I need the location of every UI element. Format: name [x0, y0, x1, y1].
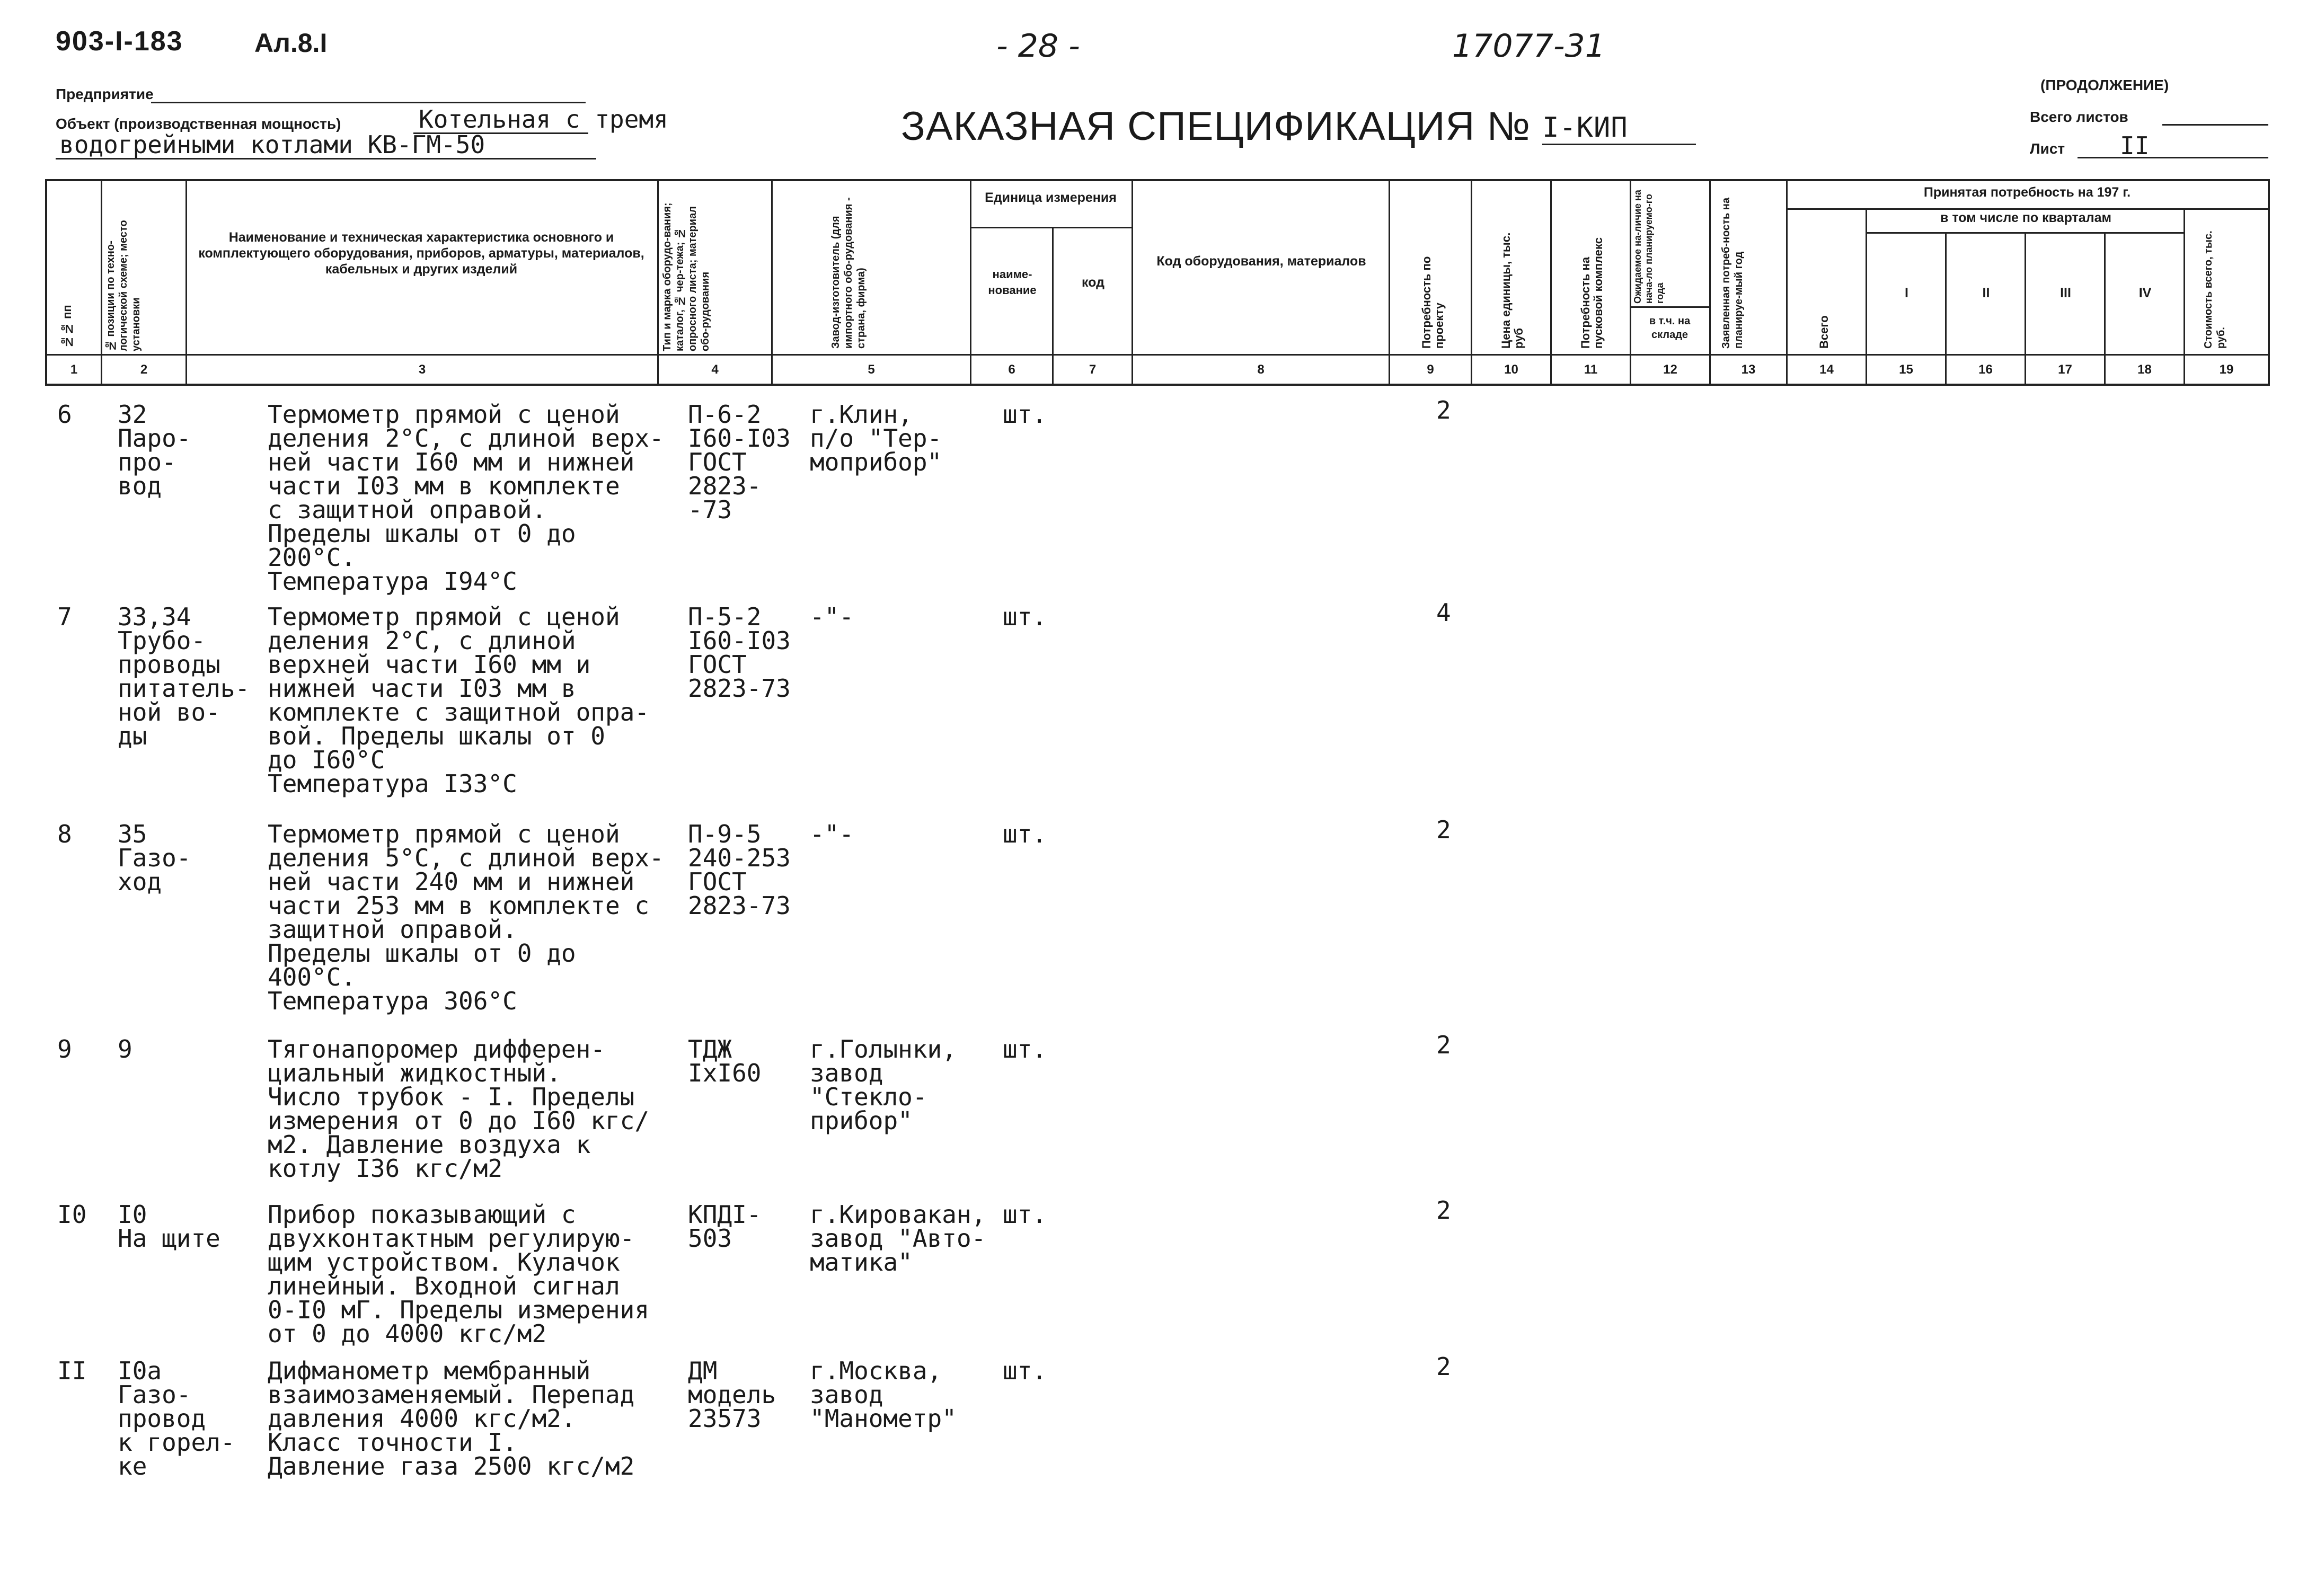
quarters-header: в том числе по кварталам	[1940, 210, 2111, 225]
spec-table-header	[45, 179, 2270, 386]
unit-group-header: Единица измерения	[985, 190, 1117, 205]
row-unit: шт.	[1003, 1200, 1047, 1229]
col-number: 13	[1741, 362, 1756, 377]
row-quantity: 2	[1436, 1031, 1451, 1059]
object-label: Объект (производственная мощность)	[56, 116, 341, 132]
row-description: Тягонапоромер дифферен- циальный жидкостный. Число трубок - I. Пределы измерения от 0 до I60 кгс/ м2. Давление воздуха к котлу I36 кгс/м2	[268, 1035, 650, 1183]
col-number: 2	[140, 362, 148, 377]
continuation-label: (ПРОДОЛЖЕНИЕ)	[2040, 77, 2169, 93]
page-title	[901, 103, 1696, 149]
archive-number: 17077-31	[1452, 28, 1605, 65]
spec-number: I-КИП	[1542, 112, 1696, 145]
col-number: 16	[1978, 362, 1993, 377]
enterprise-line	[151, 102, 586, 103]
col-number: 19	[2219, 362, 2234, 377]
row-description: Термометр прямой с ценой деления 2°С, с длиной верх- ней части I60 мм и нижней части I03 мм в комплекте с защитной оправой. Пределы шкалы от 0 до 200°С. Температура I94°С	[268, 400, 664, 596]
row-quantity: 4	[1436, 598, 1451, 627]
total-header: Всего	[1817, 315, 1831, 349]
row-manufacturer: -"-	[810, 820, 854, 848]
row-description: Термометр прямой с ценой деления 2°С, с длиной верхней части I60 мм и нижней части I03 мм в комплекте с защитной опра- вой. Пределы шкалы от 0 до I60°С Температура I33°С	[268, 602, 650, 798]
row-position: 33,34 Трубо- проводы питатель- ной во- ды	[118, 602, 250, 750]
unit-code-header: код	[1082, 275, 1104, 290]
col-header-10: Цена единицы, тыс. руб	[1499, 232, 1525, 349]
row-description: Термометр прямой с ценой деления 5°С, с длиной верх- ней части 240 мм и нижней части 253 мм в комплекте с защитной оправой. Пределы шкалы от 0 до 400°С. Температура 306°С	[268, 820, 664, 1015]
col-number: 4	[711, 362, 719, 377]
sheet-line	[2078, 157, 2268, 158]
object-value-line1: Котельная с тремя	[419, 105, 668, 134]
row-type: ДМ модель 23573	[688, 1356, 776, 1433]
col-number: 17	[2058, 362, 2072, 377]
row-number: 7	[57, 602, 72, 631]
total-sheets-line	[2162, 124, 2268, 126]
row-position: I0а Газо- провод к горел- ке	[118, 1356, 235, 1480]
col-number: 10	[1504, 362, 1518, 377]
row-position: 35 Газо- ход	[118, 820, 191, 896]
q1-header: I	[1905, 286, 1908, 300]
q2-header: II	[1982, 286, 1990, 300]
col-header-13: Заявленная потреб-ность на планируе-мый год	[1720, 197, 1745, 349]
row-unit: шт.	[1003, 1035, 1047, 1063]
row-manufacturer: -"-	[810, 602, 854, 631]
col-number: 14	[1819, 362, 1834, 377]
unit-name-header: наиме-нование	[988, 268, 1037, 297]
col-header-2: № позиции по техно-логической схеме; место установки	[105, 220, 142, 351]
row-manufacturer: г.Клин, п/о "Тер- моприбор"	[810, 400, 942, 476]
total-sheets-label: Всего листов	[2030, 109, 2128, 125]
row-type: П-6-2 I60-I03 ГОСТ 2823- -73	[688, 400, 791, 524]
col-number: 15	[1899, 362, 1913, 377]
col-number: 12	[1663, 362, 1677, 377]
row-number: I0	[57, 1200, 87, 1229]
col-header-11: Потребность на пусковой комплекс	[1579, 237, 1605, 349]
accepted-header: Принятая потребность на 197 г.	[1923, 185, 2131, 200]
col-header-4: Тип и марка оборудо-вания; каталог, № чер-тежа; № опросного листа; материал обо-рудования	[661, 202, 711, 351]
q4-header: IV	[2138, 286, 2152, 300]
row-position: I0 На щите	[118, 1200, 220, 1253]
col-header-9: Потребность по проекту	[1420, 256, 1446, 349]
col-header-8: Код оборудования, материалов	[1156, 254, 1366, 269]
object-underline-2	[56, 158, 596, 159]
row-manufacturer: г.Голынки, завод "Стекло- прибор"	[810, 1035, 957, 1135]
row-number: II	[57, 1356, 87, 1385]
album-sheet: Ал.8.I	[254, 28, 328, 58]
sheet-label: Лист	[2030, 140, 2065, 157]
row-description: Прибор показывающий с двухконтактным регулирую- щим устройством. Кулачок линейный. Входной сигнал 0-I0 мГ. Пределы измерения от 0 до 4000 кгс/м2	[268, 1200, 650, 1348]
sheet-number: II	[2120, 131, 2150, 160]
row-quantity: 2	[1436, 1352, 1451, 1381]
row-number: 6	[57, 400, 72, 429]
row-unit: шт.	[1003, 820, 1047, 848]
row-type: ТДЖ IхI60	[688, 1035, 762, 1087]
row-description: Дифманометр мембранный взаимозаменяемый. Перепад давления 4000 кгс/м2. Класс точности I. Давление газа 2500 кгс/м2	[268, 1356, 635, 1480]
title-text: ЗАКАЗНАЯ СПЕЦИФИКАЦИЯ №	[901, 104, 1531, 149]
row-number: 8	[57, 820, 72, 848]
object-value-line2: водогрейными котлами КВ-ГМ-50	[59, 130, 485, 159]
row-number: 9	[57, 1035, 72, 1063]
col-number: 5	[868, 362, 875, 377]
col-number: 1	[70, 362, 78, 377]
col-number: 11	[1584, 362, 1598, 377]
col-header-12a: Ожидаемое на-личие на нача-ло планируемо-го года	[1632, 190, 1665, 304]
col-number: 6	[1008, 362, 1015, 377]
col-header-19: Стоимость всего, тыс. руб.	[2203, 230, 2227, 349]
row-unit: шт.	[1003, 602, 1047, 631]
row-unit: шт.	[1003, 1356, 1047, 1385]
col-number: 18	[2137, 362, 2152, 377]
row-position: 9	[118, 1035, 132, 1063]
col-header-1: №№ пп	[60, 305, 74, 349]
row-type: П-5-2 I60-I03 ГОСТ 2823-73	[688, 602, 791, 703]
row-position: 32 Паро- про- вод	[118, 400, 191, 500]
document-code: 903-I-183	[56, 26, 183, 57]
col-number: 8	[1257, 362, 1265, 377]
enterprise-label: Предприятие	[56, 86, 154, 102]
q3-header: III	[2060, 286, 2071, 300]
row-quantity: 2	[1436, 396, 1451, 424]
row-type: КПДI- 503	[688, 1200, 762, 1253]
col-number: 9	[1427, 362, 1434, 377]
row-quantity: 2	[1436, 1196, 1451, 1225]
row-quantity: 2	[1436, 815, 1451, 844]
page-number: - 28 -	[996, 28, 1080, 65]
row-type: П-9-5 240-253 ГОСТ 2823-73	[688, 820, 791, 920]
col-header-12b: в т.ч. на складе	[1649, 315, 1691, 341]
col-number: 7	[1089, 362, 1097, 377]
row-manufacturer: г.Москва, завод "Манометр"	[810, 1356, 957, 1433]
col-header-5: Завод-изготовитель (для импортного обо-рудования - страна, фирма)	[830, 197, 867, 349]
col-number: 3	[418, 362, 426, 377]
row-unit: шт.	[1003, 400, 1047, 429]
row-manufacturer: г.Кировакан, завод "Авто- матика"	[810, 1200, 986, 1276]
col-header-3: Наименование и техническая характеристика основного и комплектующего оборудования, приборов, арматуры, материалов, кабельных и других изделий	[198, 230, 644, 277]
